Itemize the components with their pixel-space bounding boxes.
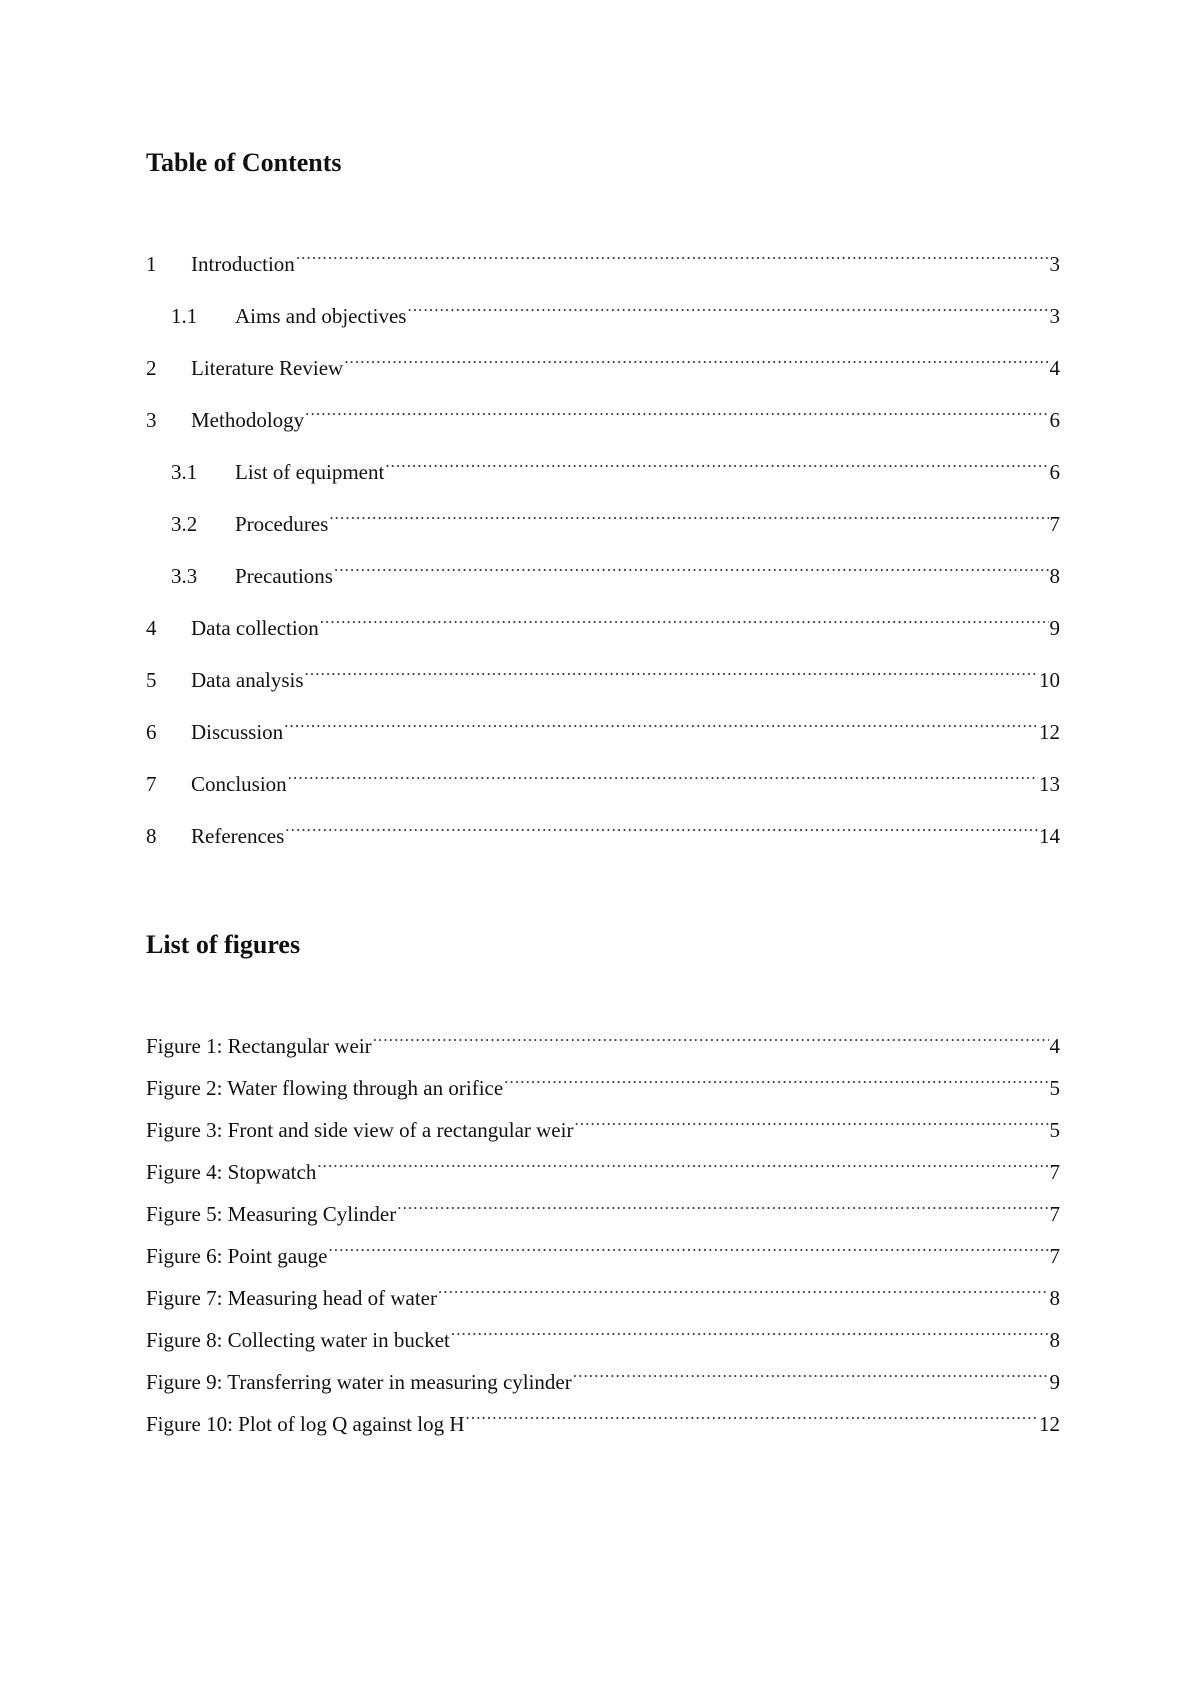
- toc-entry-number: 1.1: [171, 304, 198, 328]
- toc-entry-title: Introduction: [191, 252, 295, 276]
- dot-leader: [504, 1065, 1048, 1095]
- toc-entry[interactable]: [146, 553, 1060, 605]
- toc-entry[interactable]: [146, 657, 1060, 709]
- toc-entry-title: List of equipment: [235, 460, 385, 484]
- dot-leader: [320, 605, 1049, 635]
- toc-entry[interactable]: [146, 501, 1060, 553]
- figure-entry-title: Figure 4: Stopwatch: [146, 1160, 317, 1184]
- figure-entry-page: 8: [1049, 1286, 1060, 1310]
- toc-entry-number: 3.2: [171, 512, 198, 536]
- toc-entry-page: 12: [1039, 720, 1060, 744]
- figure-entry[interactable]: [146, 1149, 1060, 1191]
- list-of-figures-heading: List of figures: [146, 930, 301, 959]
- figure-entry[interactable]: [146, 1191, 1060, 1233]
- figure-entry-page: 12: [1039, 1412, 1060, 1436]
- toc-entry-title: Literature Review: [191, 356, 344, 380]
- dot-leader: [466, 1401, 1039, 1431]
- toc-entry-title: References: [191, 824, 285, 848]
- toc-entry-page: 9: [1049, 616, 1060, 640]
- toc-list: [146, 241, 1060, 865]
- toc-entry-title: Methodology: [191, 408, 305, 432]
- toc-entry-page: 6: [1049, 408, 1060, 432]
- toc-entry[interactable]: [146, 397, 1060, 449]
- figure-entry[interactable]: [146, 1317, 1060, 1359]
- toc-entry-title: Conclusion: [191, 772, 287, 796]
- toc-entry-page: 3: [1049, 304, 1060, 328]
- dot-leader: [397, 1191, 1048, 1221]
- figure-entry-title: Figure 1: Rectangular weir: [146, 1034, 372, 1058]
- toc-entry-title: Data collection: [191, 616, 319, 640]
- toc-entry-title: Procedures: [235, 512, 329, 536]
- toc-entry-page: 3: [1049, 252, 1060, 276]
- figure-entry-page: 5: [1049, 1118, 1060, 1142]
- toc-entry-number: 3.3: [171, 564, 198, 588]
- dot-leader: [385, 449, 1048, 479]
- dot-leader: [373, 1023, 1049, 1053]
- toc-entry-page: 14: [1039, 824, 1060, 848]
- figure-entry[interactable]: [146, 1107, 1060, 1149]
- toc-entry[interactable]: [146, 241, 1060, 293]
- toc-entry-page: 10: [1039, 668, 1060, 692]
- toc-entry-number: 5: [146, 668, 157, 692]
- toc-entry[interactable]: [146, 813, 1060, 865]
- dot-leader: [317, 1149, 1048, 1179]
- toc-entry-number: 7: [146, 772, 157, 796]
- figure-entry[interactable]: [146, 1023, 1060, 1065]
- toc-entry-number: 3.1: [171, 460, 198, 484]
- figure-entry[interactable]: [146, 1401, 1060, 1443]
- toc-entry-number: 4: [146, 616, 157, 640]
- dot-leader: [334, 553, 1049, 583]
- dot-leader: [573, 1359, 1049, 1389]
- toc-entry-number: 8: [146, 824, 157, 848]
- figure-entry-title: Figure 8: Collecting water in bucket: [146, 1328, 450, 1352]
- toc-entry-number: 3: [146, 408, 157, 432]
- figure-entry-page: 7: [1049, 1244, 1060, 1268]
- toc-entry[interactable]: [146, 293, 1060, 345]
- dot-leader: [305, 397, 1048, 427]
- figure-entry-page: 7: [1049, 1202, 1060, 1226]
- figure-entry[interactable]: [146, 1233, 1060, 1275]
- figure-entry[interactable]: [146, 1359, 1060, 1401]
- toc-entry-page: 7: [1049, 512, 1060, 536]
- toc-entry-page: 8: [1049, 564, 1060, 588]
- toc-entry-number: 6: [146, 720, 157, 744]
- dot-leader: [285, 813, 1038, 843]
- dot-leader: [438, 1275, 1049, 1305]
- figure-entry-page: 7: [1049, 1160, 1060, 1184]
- toc-entry-title: Precautions: [235, 564, 333, 588]
- dot-leader: [574, 1107, 1048, 1137]
- toc-entry[interactable]: [146, 709, 1060, 761]
- figure-entry-title: Figure 5: Measuring Cylinder: [146, 1202, 397, 1226]
- dot-leader: [329, 501, 1048, 531]
- figure-entry-title: Figure 3: Front and side view of a rectangular weir: [146, 1118, 574, 1142]
- dot-leader: [288, 761, 1038, 791]
- toc-entry-page: 6: [1049, 460, 1060, 484]
- figure-entry-page: 5: [1049, 1076, 1060, 1100]
- dot-leader: [296, 241, 1049, 271]
- toc-entry-title: Aims and objectives: [235, 304, 407, 328]
- list-of-figures: [146, 1023, 1060, 1443]
- toc-entry-title: Data analysis: [191, 668, 304, 692]
- toc-entry-page: 13: [1039, 772, 1060, 796]
- figure-entry-title: Figure 10: Plot of log Q against log H: [146, 1412, 465, 1436]
- dot-leader: [407, 293, 1048, 323]
- dot-leader: [328, 1233, 1048, 1263]
- dot-leader: [284, 709, 1038, 739]
- toc-entry-title: Discussion: [191, 720, 284, 744]
- figure-entry-title: Figure 9: Transferring water in measuring cylinder: [146, 1370, 572, 1394]
- toc-entry[interactable]: [146, 761, 1060, 813]
- figure-entry-page: 9: [1049, 1370, 1060, 1394]
- toc-entry-number: 1: [146, 252, 157, 276]
- figure-entry-page: 8: [1049, 1328, 1060, 1352]
- dot-leader: [451, 1317, 1049, 1347]
- toc-entry[interactable]: [146, 449, 1060, 501]
- toc-entry-page: 4: [1049, 356, 1060, 380]
- figure-entry[interactable]: [146, 1275, 1060, 1317]
- figure-entry[interactable]: [146, 1065, 1060, 1107]
- figure-entry-title: Figure 2: Water flowing through an orifice: [146, 1076, 504, 1100]
- figure-entry-title: Figure 6: Point gauge: [146, 1244, 328, 1268]
- toc-entry[interactable]: [146, 345, 1060, 397]
- figure-entry-title: Figure 7: Measuring head of water: [146, 1286, 437, 1310]
- toc-heading: Table of Contents: [146, 148, 342, 177]
- toc-entry[interactable]: [146, 605, 1060, 657]
- dot-leader: [305, 657, 1038, 687]
- toc-entry-number: 2: [146, 356, 157, 380]
- figure-entry-page: 4: [1049, 1034, 1060, 1058]
- dot-leader: [344, 345, 1048, 375]
